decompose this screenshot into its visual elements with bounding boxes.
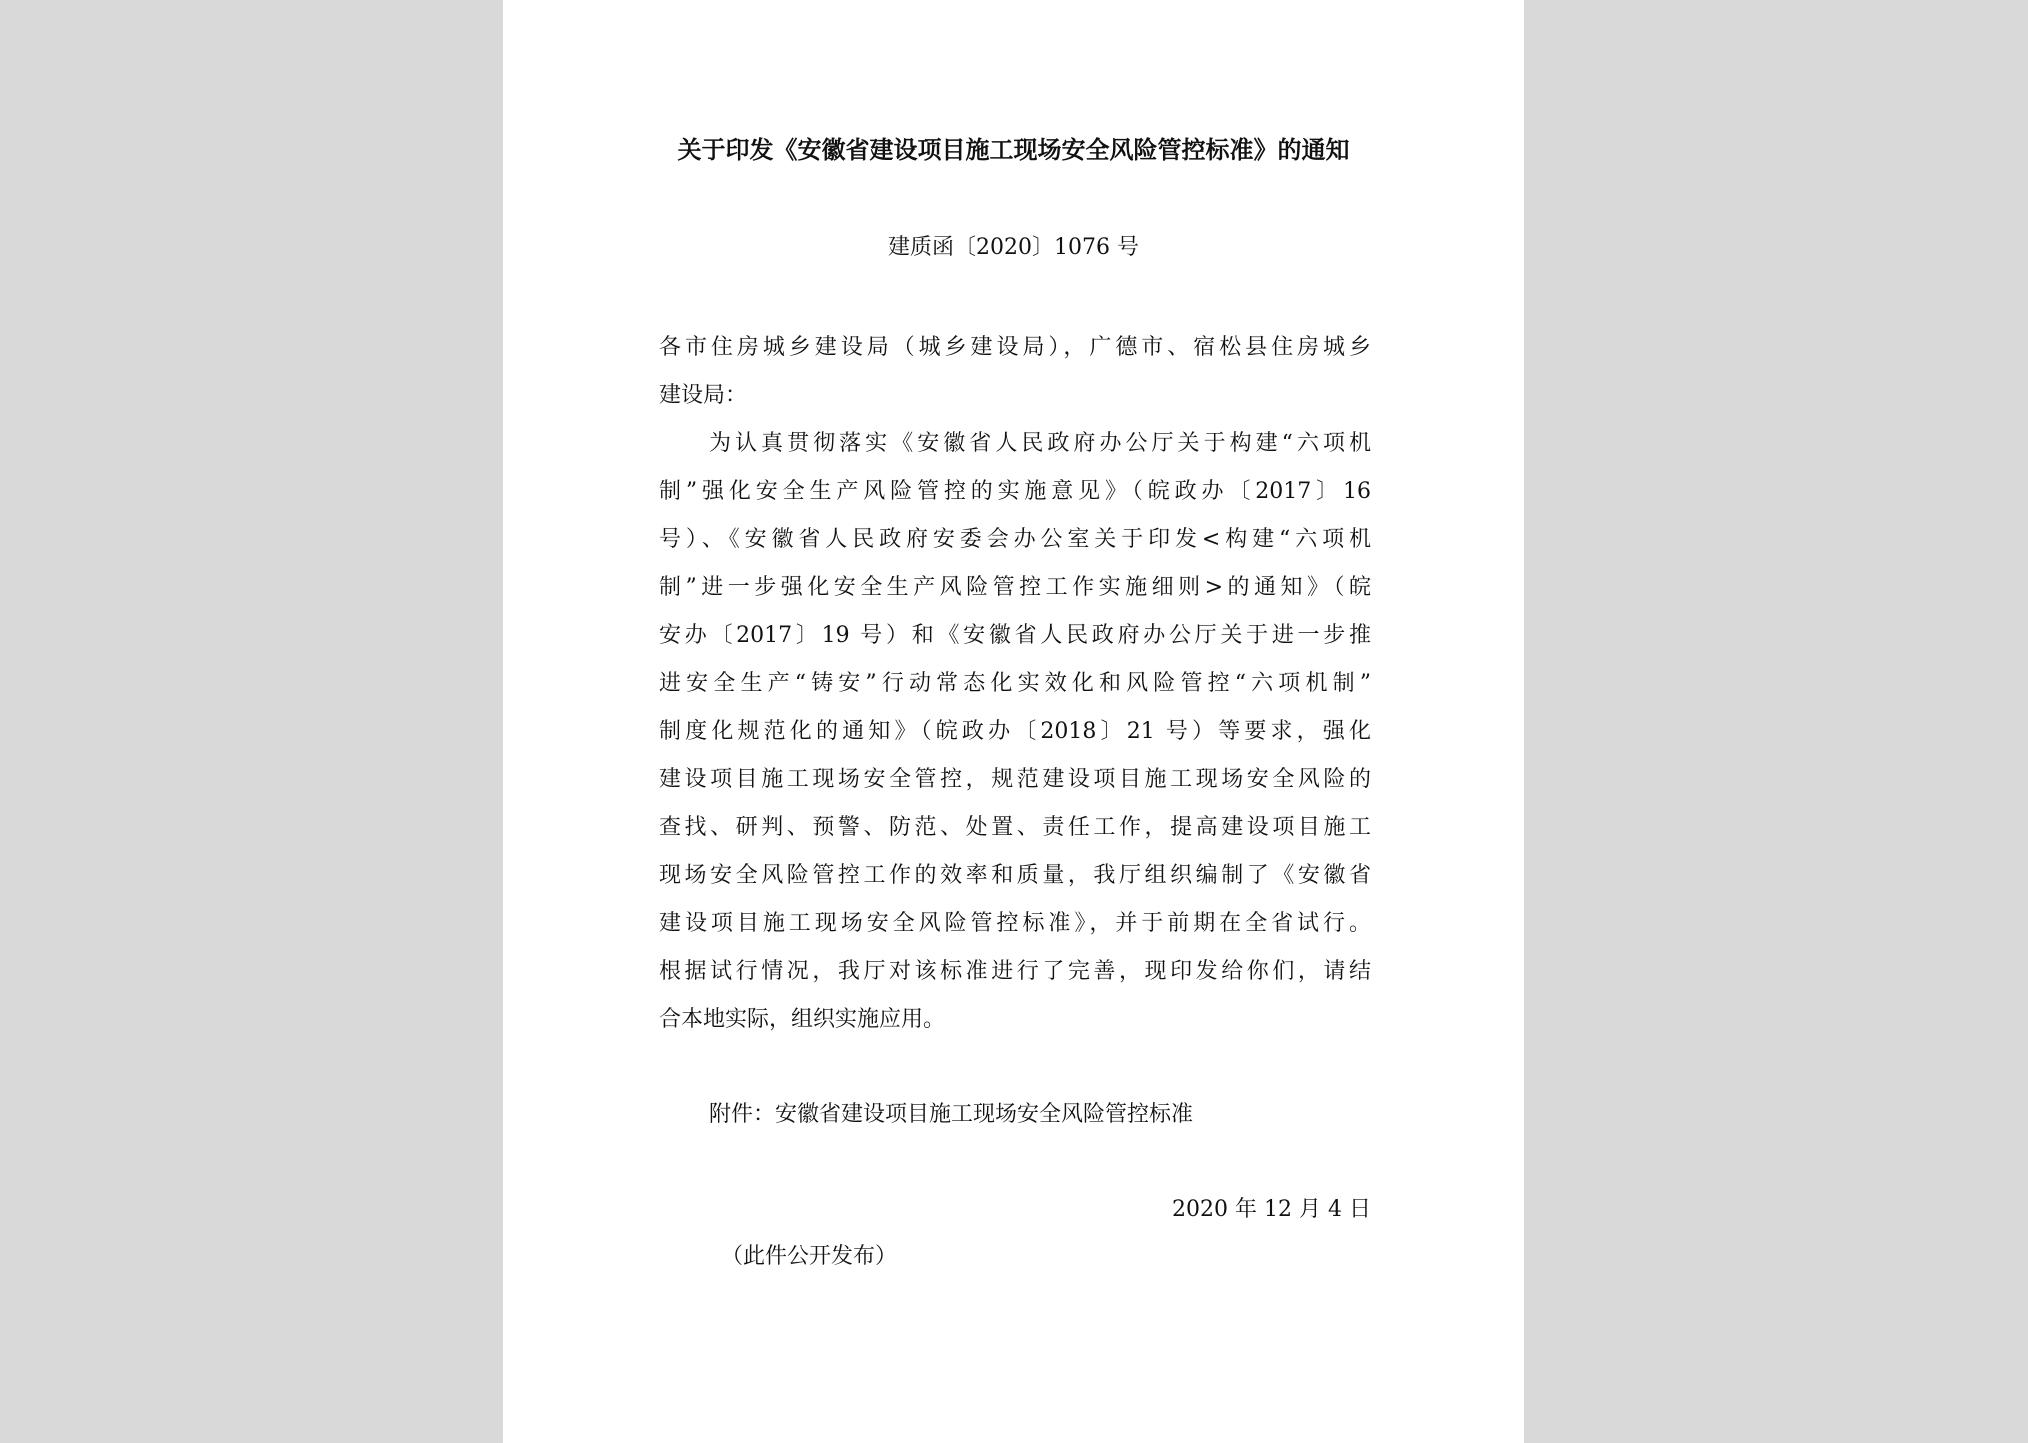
document-title: 关于印发《安徽省建设项目施工现场安全风险管控标准》的通知 xyxy=(677,135,1350,164)
document-page xyxy=(503,0,1524,1443)
body-line: 建设项目施工现场安全管控，规范建设项目施工现场安全风险的 xyxy=(659,767,1371,792)
body-line: 建设项目施工现场安全风险管控标准》，并于前期在全省试行。 xyxy=(659,911,1371,936)
addressee-line: 建设局： xyxy=(659,383,748,408)
body-line: 制”强化安全生产风险管控的实施意见》（皖政办〔2017〕16 xyxy=(659,479,1371,504)
attachment-label: 附件： xyxy=(709,1102,776,1127)
body-line: 现场安全风险管控工作的效率和质量，我厅组织编制了《安徽省 xyxy=(659,863,1371,888)
addressee-line: 各市住房城乡建设局（城乡建设局），广德市、宿松县住房城乡 xyxy=(659,335,1371,360)
body-line: 根据试行情况，我厅对该标准进行了完善，现印发给你们，请结 xyxy=(659,959,1371,984)
body-line: 查找、研判、预警、防范、处置、责任工作，提高建设项目施工 xyxy=(659,815,1371,840)
body-line: 安办〔2017〕19 号）和《安徽省人民政府办公厅关于进一步推 xyxy=(659,623,1371,648)
body-line: 合本地实际，组织实施应用。 xyxy=(659,1007,946,1032)
attachment-title: 安徽省建设项目施工现场安全风险管控标准 xyxy=(775,1102,1194,1127)
body-line: 进安全生产“铸安”行动常态化实效化和风险管控“六项机制” xyxy=(659,671,1371,696)
body-line: 制度化规范化的通知》（皖政办〔2018〕21 号）等要求，强化 xyxy=(659,719,1371,744)
document-date: 2020 年 12 月 4 日 xyxy=(1172,1197,1371,1222)
body-line: 为认真贯彻落实《安徽省人民政府办公厅关于构建“六项机 xyxy=(709,431,1371,456)
body-line: 号）、《安徽省人民政府安委会办公室关于印发<构建“六项机 xyxy=(659,527,1371,552)
body-line: 制”进一步强化安全生产风险管控工作实施细则>的通知》（皖 xyxy=(659,575,1371,600)
attachment-line xyxy=(709,1091,1193,1139)
document-body xyxy=(659,324,1371,1044)
document-number: 建质函〔2020〕1076 号 xyxy=(888,235,1139,260)
publication-note: （此件公开发布） xyxy=(721,1244,898,1269)
